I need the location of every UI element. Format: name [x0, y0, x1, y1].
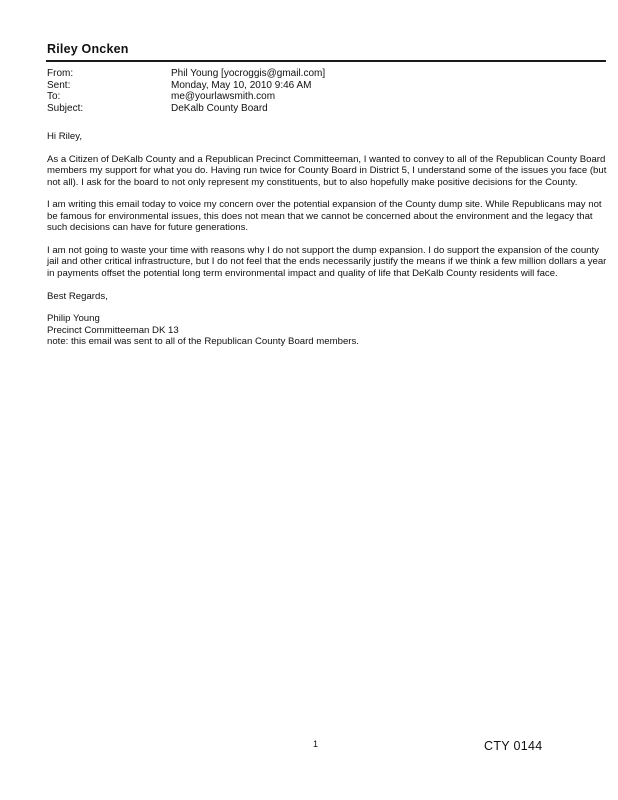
header-row-to: [47, 91, 325, 103]
bates-stamp: CTY 0144: [484, 739, 543, 753]
signature-name: Philip Young: [47, 313, 100, 325]
body-paragraph: I am not going to waste your time with reasons why I do not support the dump expansion. I do support the expansion of the county jail and other critical infrastructure, but I do not feel that the ends necessarily justify the means if we think a few million dollars a year in payments offset the potential long term environmental impact and quality of life that DeKalb County residents will face.: [47, 245, 607, 279]
sender-name: Riley Oncken: [47, 42, 129, 56]
header-label: To:: [47, 91, 61, 102]
header-value: DeKalb County Board: [171, 102, 268, 114]
header-row-sent: [47, 80, 325, 92]
header-label: Subject:: [47, 102, 84, 114]
page-number: 1: [313, 739, 319, 749]
greeting: Hi Riley,: [47, 131, 83, 142]
email-body: [47, 131, 607, 348]
signature-note: note: this email was sent to all of the Republican County Board members.: [47, 336, 359, 348]
email-headers: [47, 68, 325, 114]
body-paragraph: I am writing this email today to voice my concern over the potential expansion of the County dump site. While Republicans may not be famous for environmental issues, this does not mean that we cannot be concerned about the environment and the legacy that such decisions can have for future generations.: [47, 199, 602, 234]
header-value: me@yourlawsmith.com: [171, 91, 276, 102]
signature-title: Precinct Committeeman DK 13: [47, 324, 179, 336]
header-row-from: [47, 68, 325, 80]
header-value: Monday, May 10, 2010 9:46 AM: [171, 79, 312, 91]
header-label: From:: [47, 68, 74, 79]
header-value: Phil Young [yocroggis@gmail.com]: [171, 68, 326, 79]
header-label: Sent:: [47, 79, 71, 91]
header-row-subject: [47, 103, 325, 115]
body-paragraph: As a Citizen of DeKalb County and a Republican Precinct Committeeman, I wanted to convey to all of the Republican County Board members my support for what you do. Having run twice for County Board in District 5, I understand some of the issues you face (but not all). I ask for the board to not only represent my constituents, but to also hopefully make positive decisions for the County.: [47, 153, 607, 188]
header-divider: [46, 60, 606, 62]
closing: Best Regards,: [47, 290, 108, 302]
